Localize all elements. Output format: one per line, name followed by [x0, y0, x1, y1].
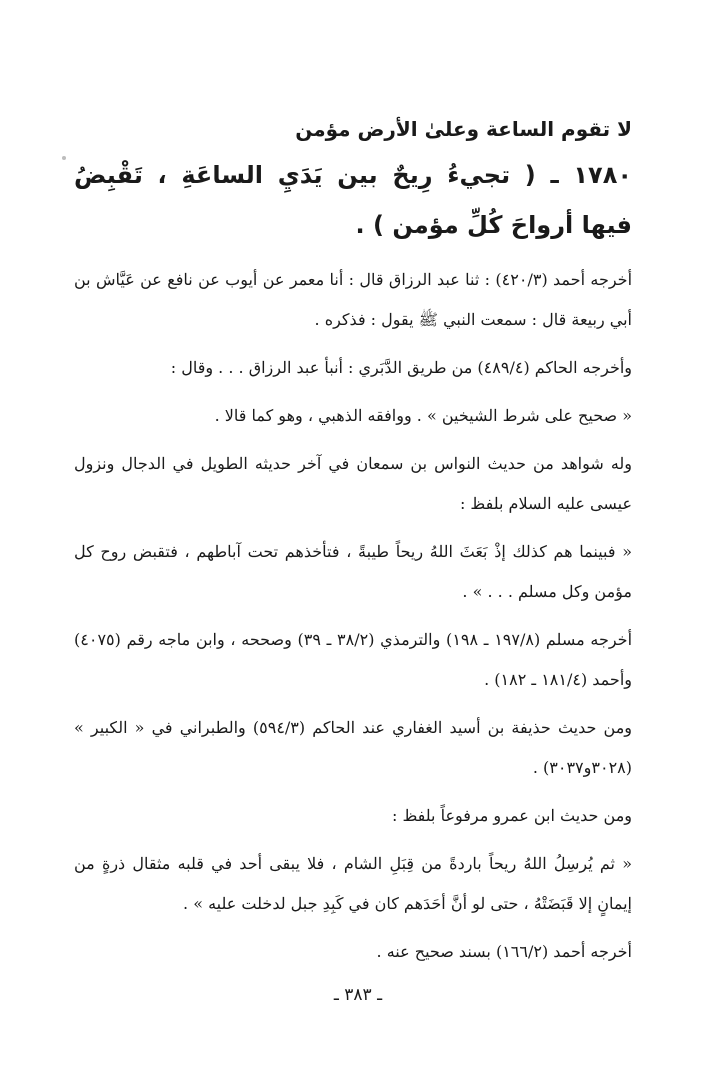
- ibn-amr-intro: ومن حديث ابن عمرو مرفوعاً بلفظ :: [391, 806, 632, 825]
- takhrij-muslim: أخرجه مسلم (١٩٧/٨ ـ ١٩٨) والترمذي (٣٨/٢ ـ ٣٩) وصححه ، وابن ماجه رقم (٤٠٧٥) وأحمد (١٨١/٤ ـ ١٨٢) .: [74, 630, 633, 689]
- scan-speck: [62, 156, 66, 160]
- ibn-amr-quote: « ثم يُرسِلُ اللهُ ريحاً باردةً من قِبَلِ الشام ، فلا يبقى أحد في قلبه مثقال ذرةٍ من إيمانٍ إلا قَبَضَتْهُ ، حتى لو أنَّ أحَدَهم كان في كَبِدِ جبل لدخلت عليه » .: [74, 854, 632, 913]
- takhrij-ahmad-2: أخرجه أحمد (١٦٦/٢) بسند صحيح عنه .: [376, 942, 632, 961]
- hudhayfa-hadith: ومن حديث حذيفة بن أسيد الغفاري عند الحاكم (٥٩٤/٣) والطبراني في « الكبير » (٣٠٢٨و٣٠٣٧) .: [74, 718, 632, 777]
- takhrij-hakim: وأخرجه الحاكم (٤٨٩/٤) من طريق الدَّبَري : أنبأ عبد الرزاق . . . وقال :: [170, 358, 632, 377]
- takhrij-ahmad: أخرجه أحمد (٤٢٠/٣) : ثنا عبد الرزاق قال : أنا معمر عن أيوب عن نافع عن عَيَّاش بن أبي ربيعة قال : سمعت النبي ﷺ يقول : فذكره .: [74, 270, 633, 329]
- page-number: ـ ٣٨٣ ـ: [333, 985, 383, 1005]
- shawahid-intro: وله شواهد من حديث النواس بن سمعان في آخر حديثه الطويل في الدجال ونزول عيسى عليه السلام بلفظ :: [74, 454, 632, 513]
- page-content: [74, 108, 632, 980]
- hadith-text: ١٧٨٠ ـ ( تجيءُ رِيحٌ بين يَدَيِ الساعَةِ ، تَقْبِضُ فيها أرواحَ كُلِّ مؤمن ) .: [74, 161, 632, 239]
- nawwas-quote: « فبينما هم كذلك إذْ بَعَثَ اللهُ ريحاً طيبةً ، فتأخذهم تحت آباطهم ، فتقبض روح كل مؤمن وكل مسلم . . . » .: [74, 542, 632, 601]
- hakim-verdict: « صحيح على شرط الشيخين » . ووافقه الذهبي ، وهو كما قالا .: [214, 406, 632, 425]
- chapter-heading: لا تقوم الساعة وعلىٰ الأرض مؤمن: [295, 117, 632, 141]
